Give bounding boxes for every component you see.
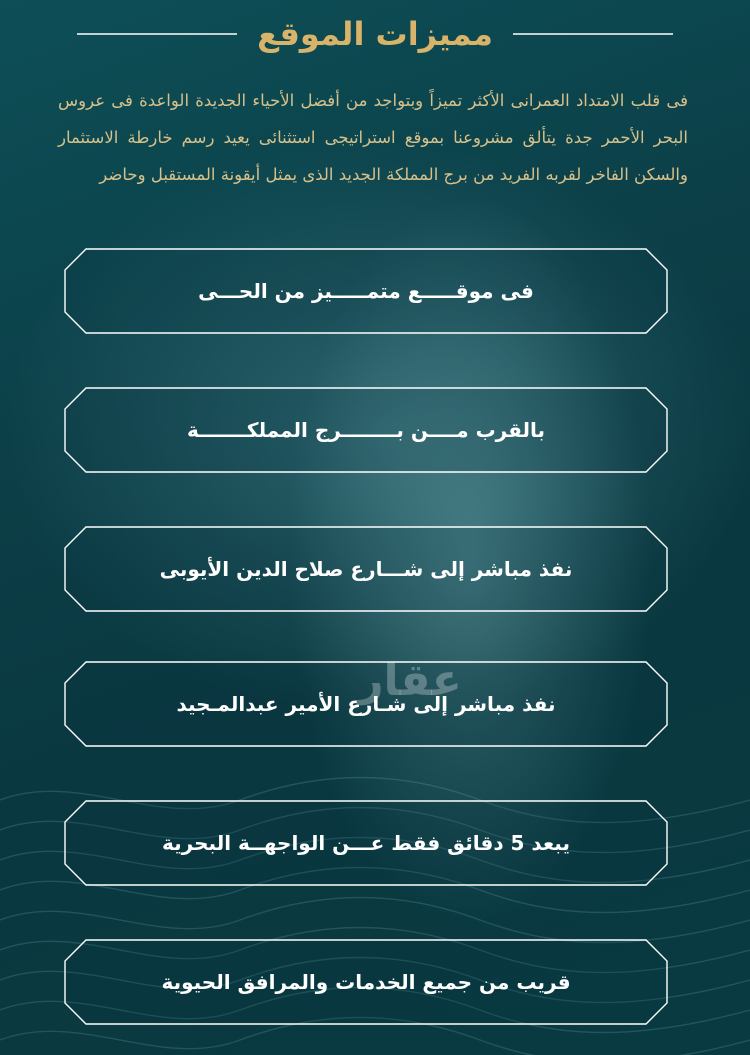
feature-card-2: [64, 387, 668, 473]
feature-card-6: [64, 939, 668, 1025]
feature-card-3: [64, 526, 668, 612]
title-divider-right: [513, 33, 673, 35]
feature-card-1: [64, 248, 668, 334]
intro-paragraph: فى قلب الامتداد العمرانى الأكثر تميزاً وبتواجد من أفضل الأحياء الجديدة الواعدة فى عروس البحر الأحمر جدة يتألق مشروعنا بموقع استراتيجى استثنائى يعيد رسم خارطة الاستثمار والسكن الفاخر لقربه الفريد من برج المملكة الجديد الذى يمثل أيقونة المستقبل وحاضر: [58, 91, 688, 184]
watermark-logo: عقار: [358, 655, 462, 706]
feature-label: فى موقـــــع متمـــــيز من الحـــى: [198, 279, 534, 303]
feature-label: نفذ مباشر إلى شـارع الأمير عبدالمـجيد: [176, 692, 556, 716]
header: [0, 10, 750, 58]
title-divider-left: [77, 33, 237, 35]
feature-label: بالقرب مــــن بــــــــرج المملكـــــــة: [186, 418, 546, 442]
feature-label: يبعد 5 دقائق فقط عـــن الواجهــة البحرية: [162, 831, 570, 855]
feature-card-5: [64, 800, 668, 886]
page-title: مميزات الموقع: [257, 15, 493, 53]
feature-label: قريب من جميع الخدمات والمرافق الحيوية: [161, 970, 571, 994]
feature-label: نفذ مباشر إلى شـــارع صلاح الدين الأيوبى: [159, 557, 573, 581]
